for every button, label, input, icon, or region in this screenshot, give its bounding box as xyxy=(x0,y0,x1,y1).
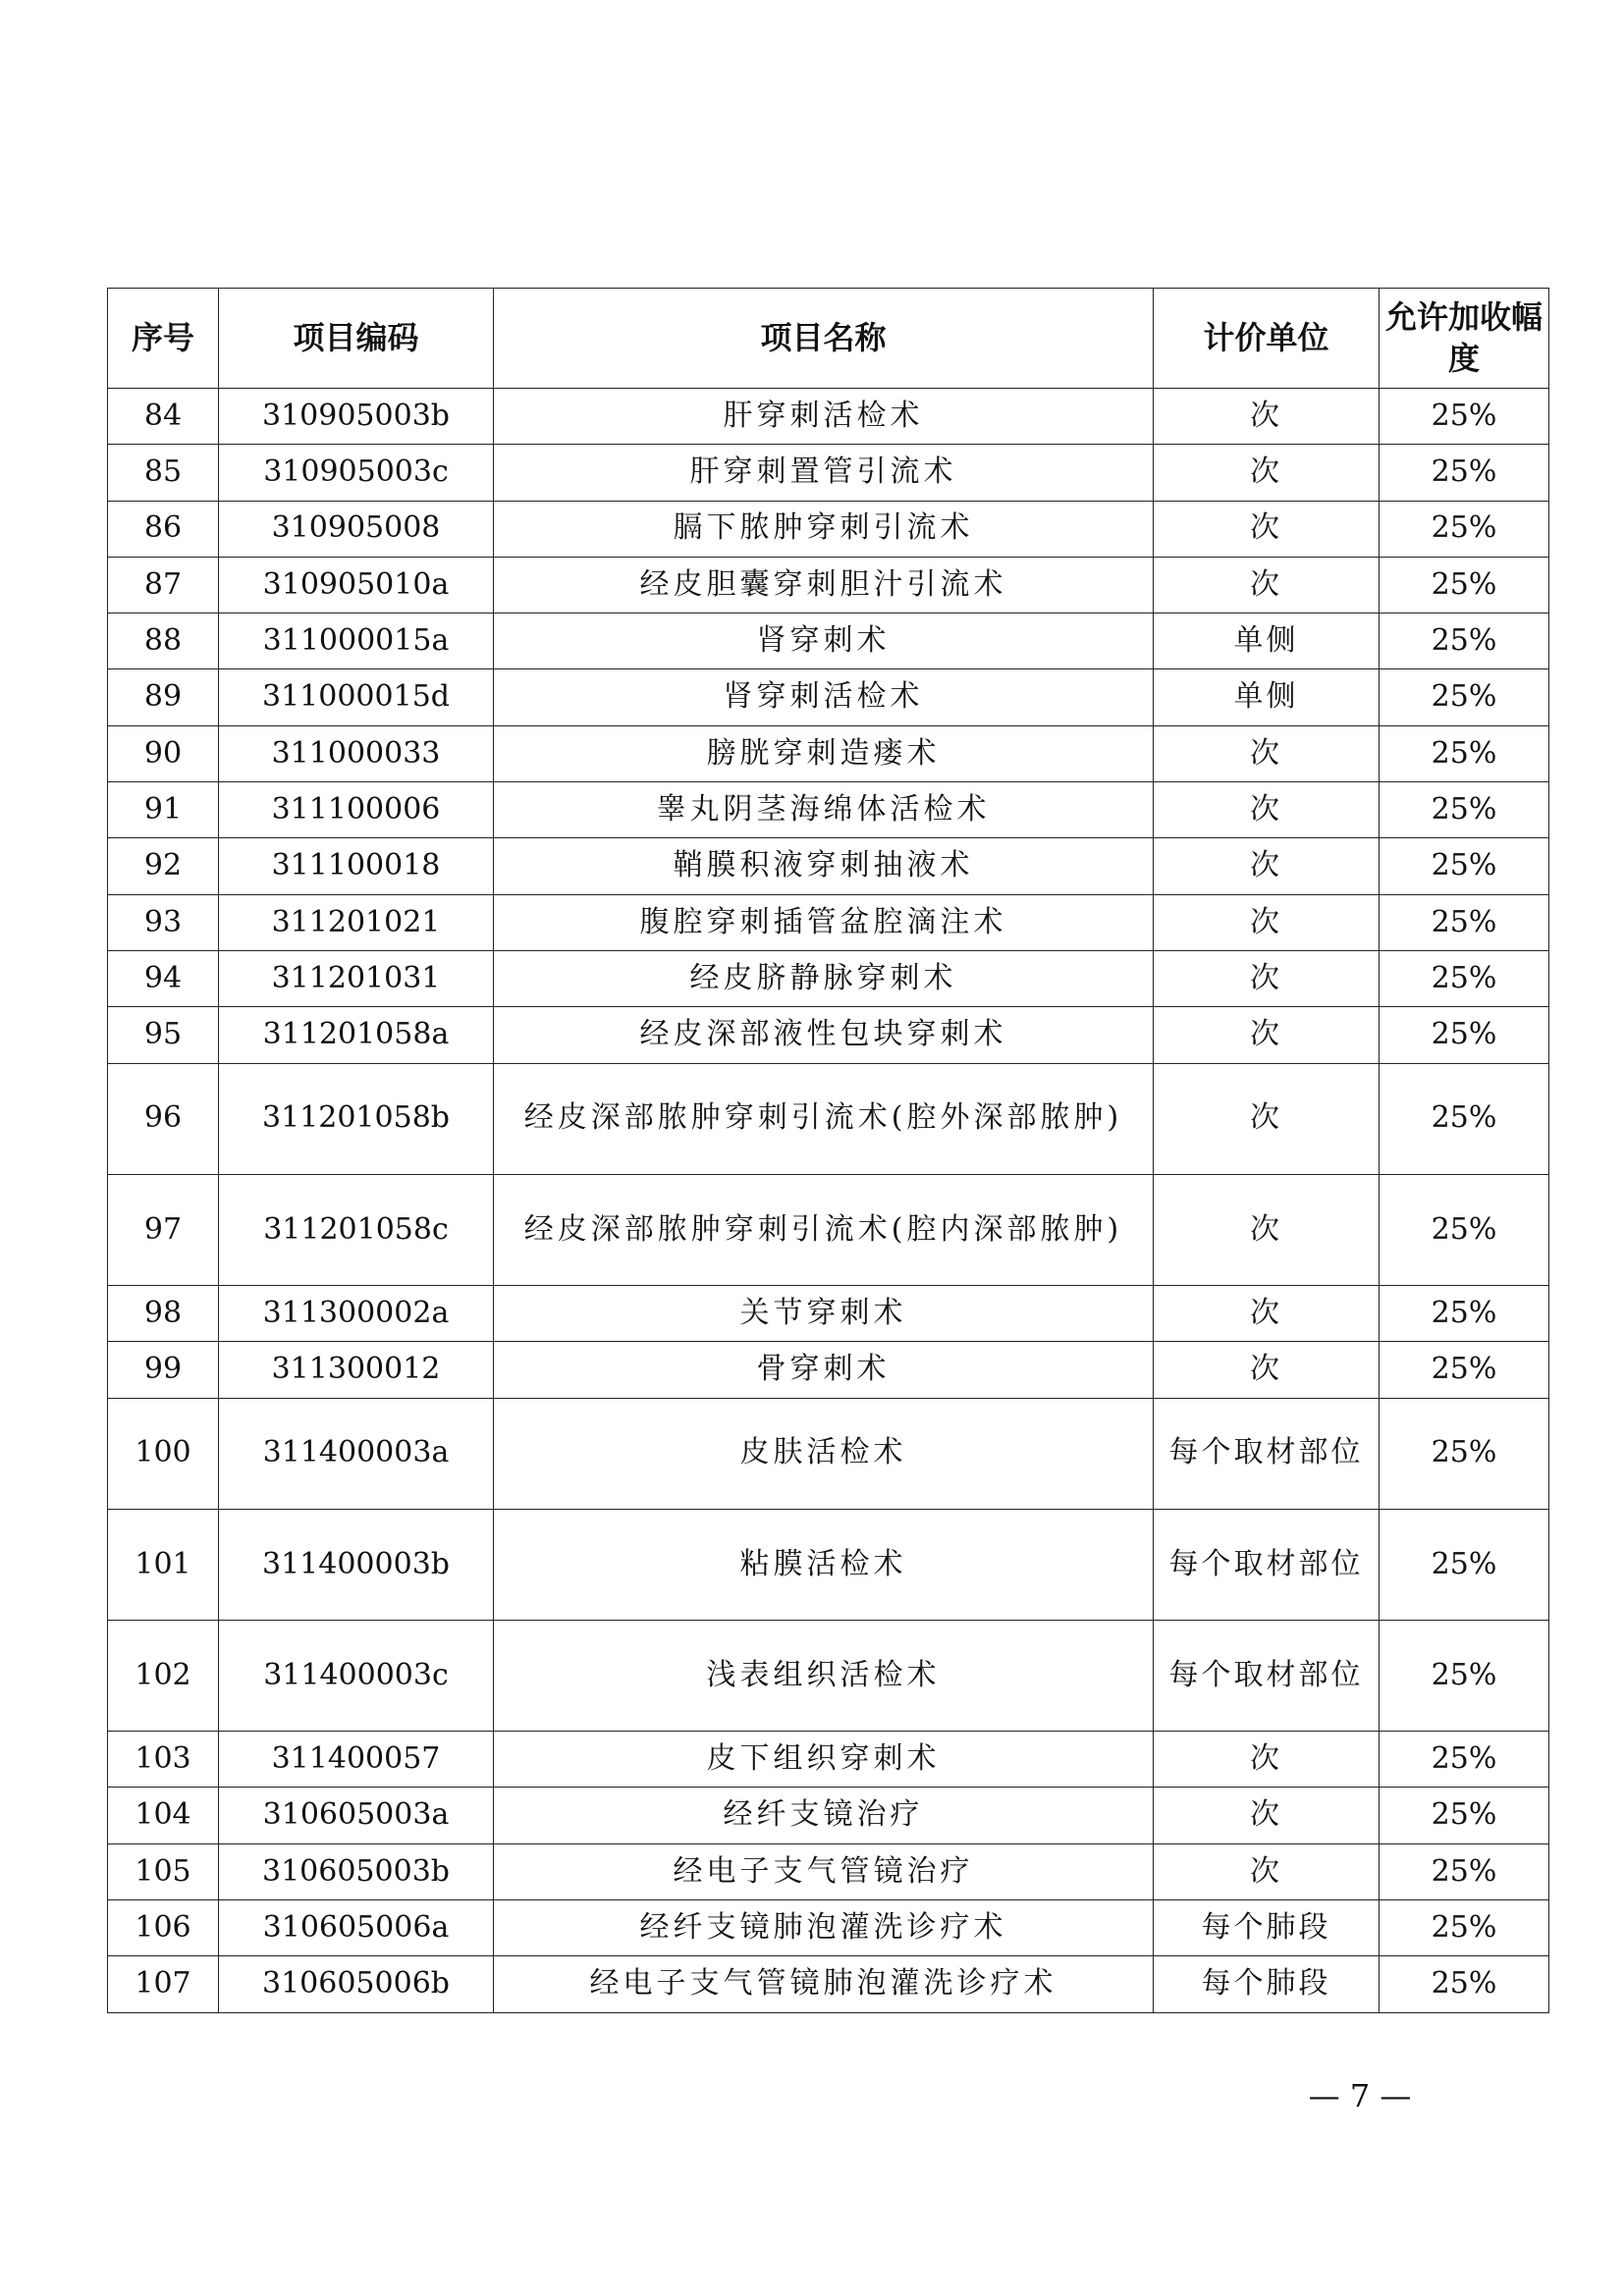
cell-surcharge-rate: 25% xyxy=(1380,1788,1549,1843)
cell-serial-no: 104 xyxy=(108,1788,219,1843)
cell-item-name: 经电子支气管镜肺泡灌洗诊疗术 xyxy=(494,1956,1154,2012)
cell-item-name: 肾穿刺术 xyxy=(494,614,1154,669)
cell-item-name: 经纤支镜治疗 xyxy=(494,1788,1154,1843)
cell-item-name: 膈下脓肿穿刺引流术 xyxy=(494,501,1154,557)
cell-item-name: 鞘膜积液穿刺抽液术 xyxy=(494,838,1154,894)
cell-surcharge-rate: 25% xyxy=(1380,1398,1549,1509)
cell-item-code: 310605003b xyxy=(219,1843,494,1899)
cell-surcharge-rate: 25% xyxy=(1380,1285,1549,1341)
cell-serial-no: 106 xyxy=(108,1899,219,1955)
cell-surcharge-rate: 25% xyxy=(1380,1509,1549,1620)
cell-item-name: 皮下组织穿刺术 xyxy=(494,1732,1154,1788)
cell-serial-no: 86 xyxy=(108,501,219,557)
cell-item-code: 311400003a xyxy=(219,1398,494,1509)
cell-pricing-unit: 每个肺段 xyxy=(1154,1899,1380,1955)
cell-item-code: 311201058b xyxy=(219,1063,494,1174)
cell-item-code: 310905008 xyxy=(219,501,494,557)
cell-surcharge-rate: 25% xyxy=(1380,1063,1549,1174)
cell-serial-no: 88 xyxy=(108,614,219,669)
table-row xyxy=(108,782,1549,838)
cell-surcharge-rate: 25% xyxy=(1380,1174,1549,1285)
table-row xyxy=(108,1843,1549,1899)
cell-surcharge-rate: 25% xyxy=(1380,782,1549,838)
cell-surcharge-rate: 25% xyxy=(1380,1007,1549,1063)
table-row xyxy=(108,501,1549,557)
cell-serial-no: 94 xyxy=(108,950,219,1006)
cell-surcharge-rate: 25% xyxy=(1380,894,1549,950)
header-row xyxy=(108,289,1549,389)
cell-item-code: 310605006b xyxy=(219,1956,494,2012)
cell-pricing-unit: 次 xyxy=(1154,1342,1380,1398)
cell-serial-no: 98 xyxy=(108,1285,219,1341)
cell-pricing-unit: 次 xyxy=(1154,894,1380,950)
table-row xyxy=(108,1620,1549,1731)
cell-pricing-unit: 次 xyxy=(1154,1007,1380,1063)
cell-item-code: 311201031 xyxy=(219,950,494,1006)
cell-serial-no: 85 xyxy=(108,445,219,501)
cell-pricing-unit: 次 xyxy=(1154,1285,1380,1341)
page-number: — 7 — xyxy=(1308,2077,1412,2114)
table-row xyxy=(108,725,1549,781)
cell-pricing-unit: 次 xyxy=(1154,838,1380,894)
cell-item-code: 311400003c xyxy=(219,1620,494,1731)
cell-surcharge-rate: 25% xyxy=(1380,445,1549,501)
cell-surcharge-rate: 25% xyxy=(1380,1342,1549,1398)
header-surcharge-rate-label: 允许加收幅度 xyxy=(1385,297,1543,377)
table-row xyxy=(108,1007,1549,1063)
cell-surcharge-rate: 25% xyxy=(1380,1843,1549,1899)
cell-serial-no: 89 xyxy=(108,669,219,725)
table-header xyxy=(108,289,1549,389)
cell-item-code: 311300012 xyxy=(219,1342,494,1398)
cell-surcharge-rate: 25% xyxy=(1380,1956,1549,2012)
cell-item-name: 肝穿刺活检术 xyxy=(494,389,1154,445)
cell-item-name: 经皮胆囊穿刺胆汁引流术 xyxy=(494,557,1154,613)
cell-serial-no: 97 xyxy=(108,1174,219,1285)
cell-item-code: 311000015a xyxy=(219,614,494,669)
table-row xyxy=(108,669,1549,725)
table-row xyxy=(108,1899,1549,1955)
cell-surcharge-rate: 25% xyxy=(1380,838,1549,894)
cell-serial-no: 100 xyxy=(108,1398,219,1509)
table-row xyxy=(108,950,1549,1006)
cell-pricing-unit: 次 xyxy=(1154,950,1380,1006)
cell-item-name: 肝穿刺置管引流术 xyxy=(494,445,1154,501)
table-row xyxy=(108,1509,1549,1620)
cell-pricing-unit: 次 xyxy=(1154,725,1380,781)
cell-pricing-unit: 单侧 xyxy=(1154,669,1380,725)
table-row xyxy=(108,389,1549,445)
cell-serial-no: 107 xyxy=(108,1956,219,2012)
cell-item-name: 浅表组织活检术 xyxy=(494,1620,1154,1731)
cell-serial-no: 102 xyxy=(108,1620,219,1731)
table-row xyxy=(108,1732,1549,1788)
table-body xyxy=(108,389,1549,2013)
table-row xyxy=(108,445,1549,501)
cell-item-code: 311300002a xyxy=(219,1285,494,1341)
header-pricing-unit: 计价单位 xyxy=(1154,289,1380,389)
cell-pricing-unit: 次 xyxy=(1154,1174,1380,1285)
cell-item-code: 311201058c xyxy=(219,1174,494,1285)
cell-item-code: 310605006a xyxy=(219,1899,494,1955)
cell-serial-no: 103 xyxy=(108,1732,219,1788)
table-row xyxy=(108,1398,1549,1509)
table-row xyxy=(108,894,1549,950)
table-row xyxy=(108,1342,1549,1398)
cell-serial-no: 92 xyxy=(108,838,219,894)
cell-item-code: 311201058a xyxy=(219,1007,494,1063)
cell-item-code: 311000033 xyxy=(219,725,494,781)
cell-serial-no: 90 xyxy=(108,725,219,781)
cell-item-name: 关节穿刺术 xyxy=(494,1285,1154,1341)
cell-pricing-unit: 次 xyxy=(1154,1788,1380,1843)
cell-pricing-unit: 次 xyxy=(1154,1732,1380,1788)
cell-surcharge-rate: 25% xyxy=(1380,950,1549,1006)
cell-pricing-unit: 次 xyxy=(1154,1843,1380,1899)
cell-surcharge-rate: 25% xyxy=(1380,389,1549,445)
cell-item-name: 肾穿刺活检术 xyxy=(494,669,1154,725)
cell-surcharge-rate: 25% xyxy=(1380,1899,1549,1955)
cell-item-name: 膀胱穿刺造瘘术 xyxy=(494,725,1154,781)
cell-item-code: 311100006 xyxy=(219,782,494,838)
cell-item-name: 皮肤活检术 xyxy=(494,1398,1154,1509)
table-row xyxy=(108,1063,1549,1174)
cell-item-name: 经皮深部液性包块穿刺术 xyxy=(494,1007,1154,1063)
header-surcharge-rate xyxy=(1380,289,1549,389)
cell-item-code: 310905010a xyxy=(219,557,494,613)
cell-serial-no: 93 xyxy=(108,894,219,950)
cell-pricing-unit: 次 xyxy=(1154,557,1380,613)
cell-pricing-unit: 每个取材部位 xyxy=(1154,1620,1380,1731)
cell-serial-no: 91 xyxy=(108,782,219,838)
cell-surcharge-rate: 25% xyxy=(1380,1732,1549,1788)
table-row xyxy=(108,1285,1549,1341)
cell-item-code: 311100018 xyxy=(219,838,494,894)
cell-item-code: 311400057 xyxy=(219,1732,494,1788)
table-row xyxy=(108,1174,1549,1285)
header-item-code: 项目编码 xyxy=(219,289,494,389)
cell-item-code: 310605003a xyxy=(219,1788,494,1843)
cell-surcharge-rate: 25% xyxy=(1380,725,1549,781)
header-item-name: 项目名称 xyxy=(494,289,1154,389)
cell-item-code: 311000015d xyxy=(219,669,494,725)
cell-pricing-unit: 次 xyxy=(1154,1063,1380,1174)
cell-item-code: 310905003c xyxy=(219,445,494,501)
cell-pricing-unit: 每个肺段 xyxy=(1154,1956,1380,2012)
cell-surcharge-rate: 25% xyxy=(1380,614,1549,669)
cell-item-code: 311400003b xyxy=(219,1509,494,1620)
cell-item-name: 腹腔穿刺插管盆腔滴注术 xyxy=(494,894,1154,950)
cell-item-code: 310905003b xyxy=(219,389,494,445)
cell-pricing-unit: 次 xyxy=(1154,445,1380,501)
cell-pricing-unit: 次 xyxy=(1154,501,1380,557)
cell-item-name: 经皮脐静脉穿刺术 xyxy=(494,950,1154,1006)
cell-item-name: 骨穿刺术 xyxy=(494,1342,1154,1398)
cell-item-name: 经电子支气管镜治疗 xyxy=(494,1843,1154,1899)
cell-serial-no: 84 xyxy=(108,389,219,445)
cell-surcharge-rate: 25% xyxy=(1380,557,1549,613)
cell-pricing-unit: 单侧 xyxy=(1154,614,1380,669)
header-serial-no: 序号 xyxy=(108,289,219,389)
price-table xyxy=(107,288,1549,2013)
table-row xyxy=(108,1956,1549,2012)
cell-item-name: 睾丸阴茎海绵体活检术 xyxy=(494,782,1154,838)
table-row xyxy=(108,838,1549,894)
table-row xyxy=(108,614,1549,669)
cell-item-name: 经纤支镜肺泡灌洗诊疗术 xyxy=(494,1899,1154,1955)
cell-serial-no: 95 xyxy=(108,1007,219,1063)
cell-surcharge-rate: 25% xyxy=(1380,501,1549,557)
cell-pricing-unit: 每个取材部位 xyxy=(1154,1398,1380,1509)
cell-item-code: 311201021 xyxy=(219,894,494,950)
cell-surcharge-rate: 25% xyxy=(1380,669,1549,725)
cell-item-name: 粘膜活检术 xyxy=(494,1509,1154,1620)
cell-serial-no: 96 xyxy=(108,1063,219,1174)
cell-surcharge-rate: 25% xyxy=(1380,1620,1549,1731)
table-row xyxy=(108,557,1549,613)
cell-pricing-unit: 次 xyxy=(1154,782,1380,838)
cell-pricing-unit: 每个取材部位 xyxy=(1154,1509,1380,1620)
cell-serial-no: 105 xyxy=(108,1843,219,1899)
cell-serial-no: 87 xyxy=(108,557,219,613)
cell-serial-no: 99 xyxy=(108,1342,219,1398)
cell-item-name: 经皮深部脓肿穿刺引流术(腔外深部脓肿) xyxy=(494,1063,1154,1174)
cell-pricing-unit: 次 xyxy=(1154,389,1380,445)
cell-item-name: 经皮深部脓肿穿刺引流术(腔内深部脓肿) xyxy=(494,1174,1154,1285)
table-row xyxy=(108,1788,1549,1843)
cell-serial-no: 101 xyxy=(108,1509,219,1620)
